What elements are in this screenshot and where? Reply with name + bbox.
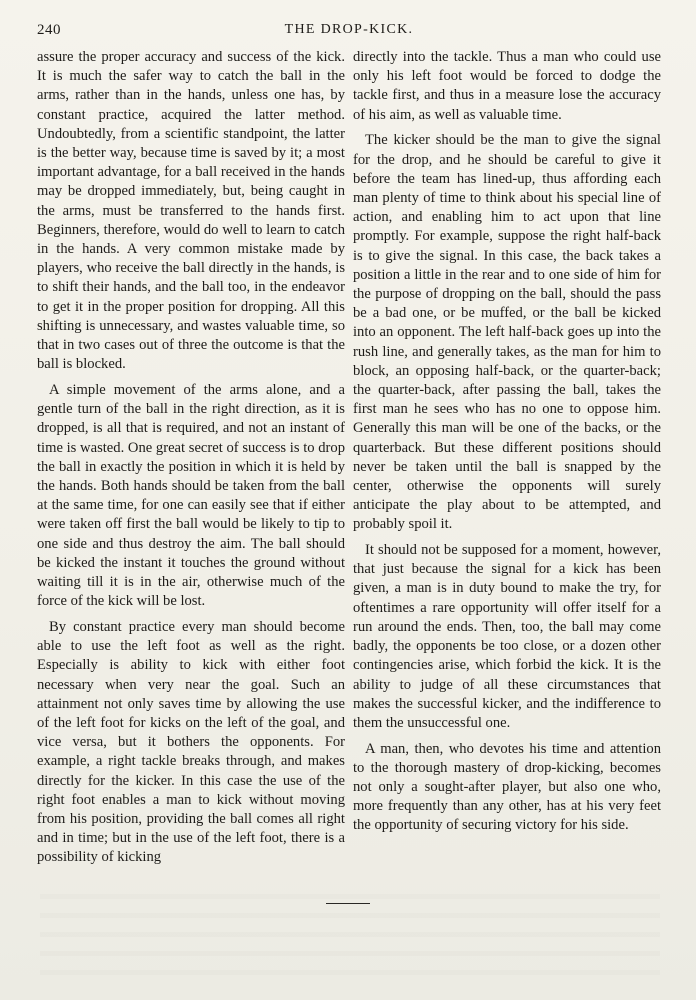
running-head: THE DROP-KICK. (284, 22, 414, 37)
paragraph: The kicker should be the man to give the signal for the drop, and he should be careful to give it before the team has lined-up, thus affording each man plenty of time to think about his special line of action, and enabling him to act upon that line promptly. For example, suppose the right half-back is to give the signal. In this case, the back takes a position a little in the rear and to one side of him for the purpose of dropping on the ball, should the pass be a bad one, or be muffed, or the ball be kicked into an opponent. The left half-back goes up into the rush line, and generally takes, as the man for him to block, an opposing half-back, or the quarter-back; the quarter-back, after passing the ball, takes the first man he sees who has no one to oppose him. Generally this man will be one of the backs, or the quarterback. But these different positions should never be taken until the ball is snapped by the center, otherwise the opponents will surely anticipate the play about to be attempted, and probably spoil it. (353, 132, 661, 533)
section-end-rule (326, 903, 370, 904)
page-header (37, 22, 661, 44)
show-through-texture (40, 880, 660, 980)
paragraph: assure the proper accuracy and success of the kick. It is much the safer way to catch the ball in the arms, rather than in the hands, unless one has, by constant practice, acquired the latter method. Undoubtedly, from a scientific standpoint, the latter is the better way, because time is saved by it; a most important advantage, for a ball received in the hands may be dropped immediately, but, being caught in the arms, must be transferred to the hands first. Beginners, therefore, would do well to learn to catch in the hands. A very common mistake made by players, who receive the ball directly in the hands, is to shift their hands, and the ball too, in the endeavor to get it in the proper position for dropping. All this shifting is unnecessary, and wastes valuable time, so that in two cases out of three the outcome is that the ball is blocked. (37, 49, 345, 373)
text-columns (37, 48, 661, 868)
right-column (353, 48, 661, 868)
left-column (37, 48, 345, 868)
paragraph: A simple movement of the arms alone, and a gentle turn of the ball in the right direction, as it is dropped, is all that is required, and not an instant of time is wasted. One great secret of success is to drop the ball in exactly the position in which it is held by the hands. Both hands should be taken from the ball at the same time, for one can easily see that if either were taken off first the ball would be likely to tip to one side and thus destroy the aim. The ball should be kicked the instant it touches the ground without waiting till it is in the air, otherwise much of the force of the kick will be lost. (37, 381, 345, 610)
paragraph: It should not be supposed for a moment, however, that just because the signal for a kick has been given, a man is in duty bound to make the try, for oftentimes a rare opportunity will offer itself for a run around the ends. Then, too, the ball may come badly, the opponents be too close, or a dozen other contingencies arise, which forbid the kick. It is the ability to judge of all these circumstances that makes the successful kicker, and the indifference to them the unsuccessful one. (353, 542, 661, 731)
page-number: 240 (37, 22, 61, 38)
paragraph: directly into the tackle. Thus a man who could use only his left foot would be forced to dodge the tackle first, and thus in a measure lose the accuracy of his aim, as well as valuable time. (353, 49, 661, 123)
paragraph: By constant practice every man should become able to use the left foot as well as the right. Especially is ability to kick with either foot necessary when very near the goal. Such an attainment not only saves time by allowing the use of the left foot for kicks on the left of the goal, and vice versa, but it bothers the opponents. For example, a right tackle breaks through, and makes directly for the kicker. In this case the use of the right foot enables a man to kick without moving from his position, providing the ball comes all right and in time; but in the use of the left foot, there is a possibility of kicking (37, 618, 345, 866)
paragraph: A man, then, who devotes his time and attention to the thorough mastery of drop-kicking, becomes not only a sought-after player, but also one who, more frequently than any other, has at his very feet the opportunity of securing victory for his side. (353, 740, 661, 834)
